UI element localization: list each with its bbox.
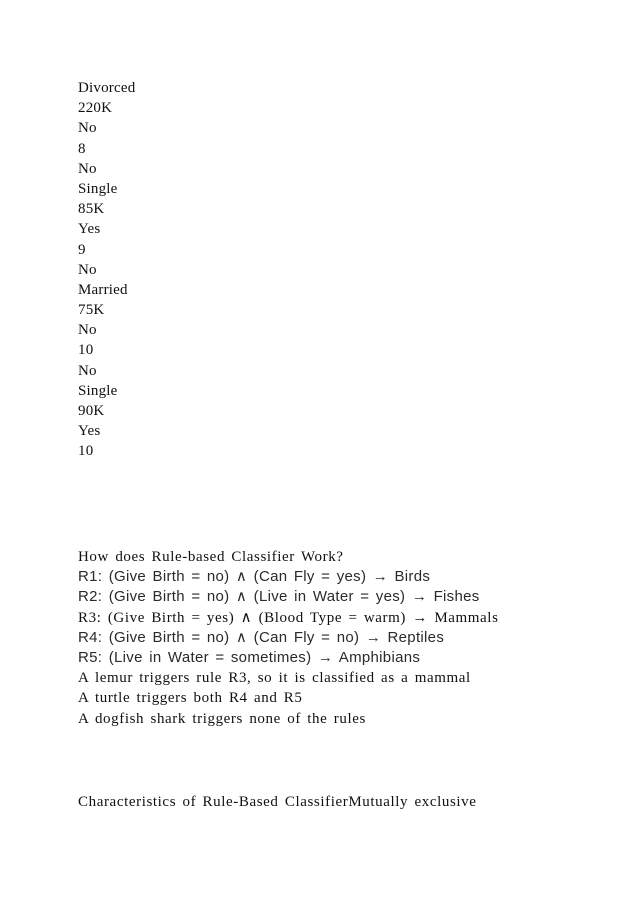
rule-r3: R3: (Give Birth = yes) ∧ (Blood Type = warm) → Mammals (78, 609, 499, 626)
record-value: No (78, 160, 97, 177)
rule-r4: R4: (Give Birth = no) ∧ (Can Fly = no) → Reptiles (78, 628, 445, 646)
record-value: No (78, 362, 97, 379)
example-text: A dogfish shark triggers none of the rules (78, 710, 366, 727)
record-value: Single (78, 382, 118, 399)
record-value: 90K (78, 403, 105, 419)
record-value: Married (78, 281, 128, 298)
record-value: 75K (78, 302, 105, 319)
example-text: A turtle triggers both R4 and R5 (78, 690, 303, 707)
record-value: 10 (78, 342, 94, 359)
record-value: 85K (78, 201, 105, 218)
record-value: Yes (78, 221, 101, 238)
record-value: No (78, 120, 97, 137)
record-value: 9 (78, 241, 86, 258)
record-value: Yes (78, 423, 101, 440)
record-value: 10 (78, 443, 94, 460)
rule-based-classifier-section (78, 547, 618, 729)
rule-r2: R2: (Give Birth = no) ∧ (Live in Water = yes) → Fishes (78, 588, 480, 606)
example-text: A lemur triggers rule R3, so it is classified as a mammal (78, 670, 471, 687)
rule-r5: R5: (Live in Water = sometimes) → Amphibians (78, 648, 421, 666)
record-value: Single (78, 180, 118, 197)
record-value: Divorced (78, 80, 136, 96)
record-value: No (78, 322, 97, 339)
record-value: No (78, 261, 97, 278)
record-value: 8 (78, 140, 86, 157)
characteristics-heading: Characteristics of Rule-Based ClassifierMutually exclusive (78, 794, 477, 810)
rule-r1: R1: (Give Birth = no) ∧ (Can Fly = yes) → Birds (78, 568, 431, 586)
record-value: 220K (78, 100, 113, 117)
record-values-list (78, 78, 618, 462)
section-heading: How does Rule-based Classifier Work? (78, 549, 344, 565)
characteristics-section (78, 792, 618, 812)
